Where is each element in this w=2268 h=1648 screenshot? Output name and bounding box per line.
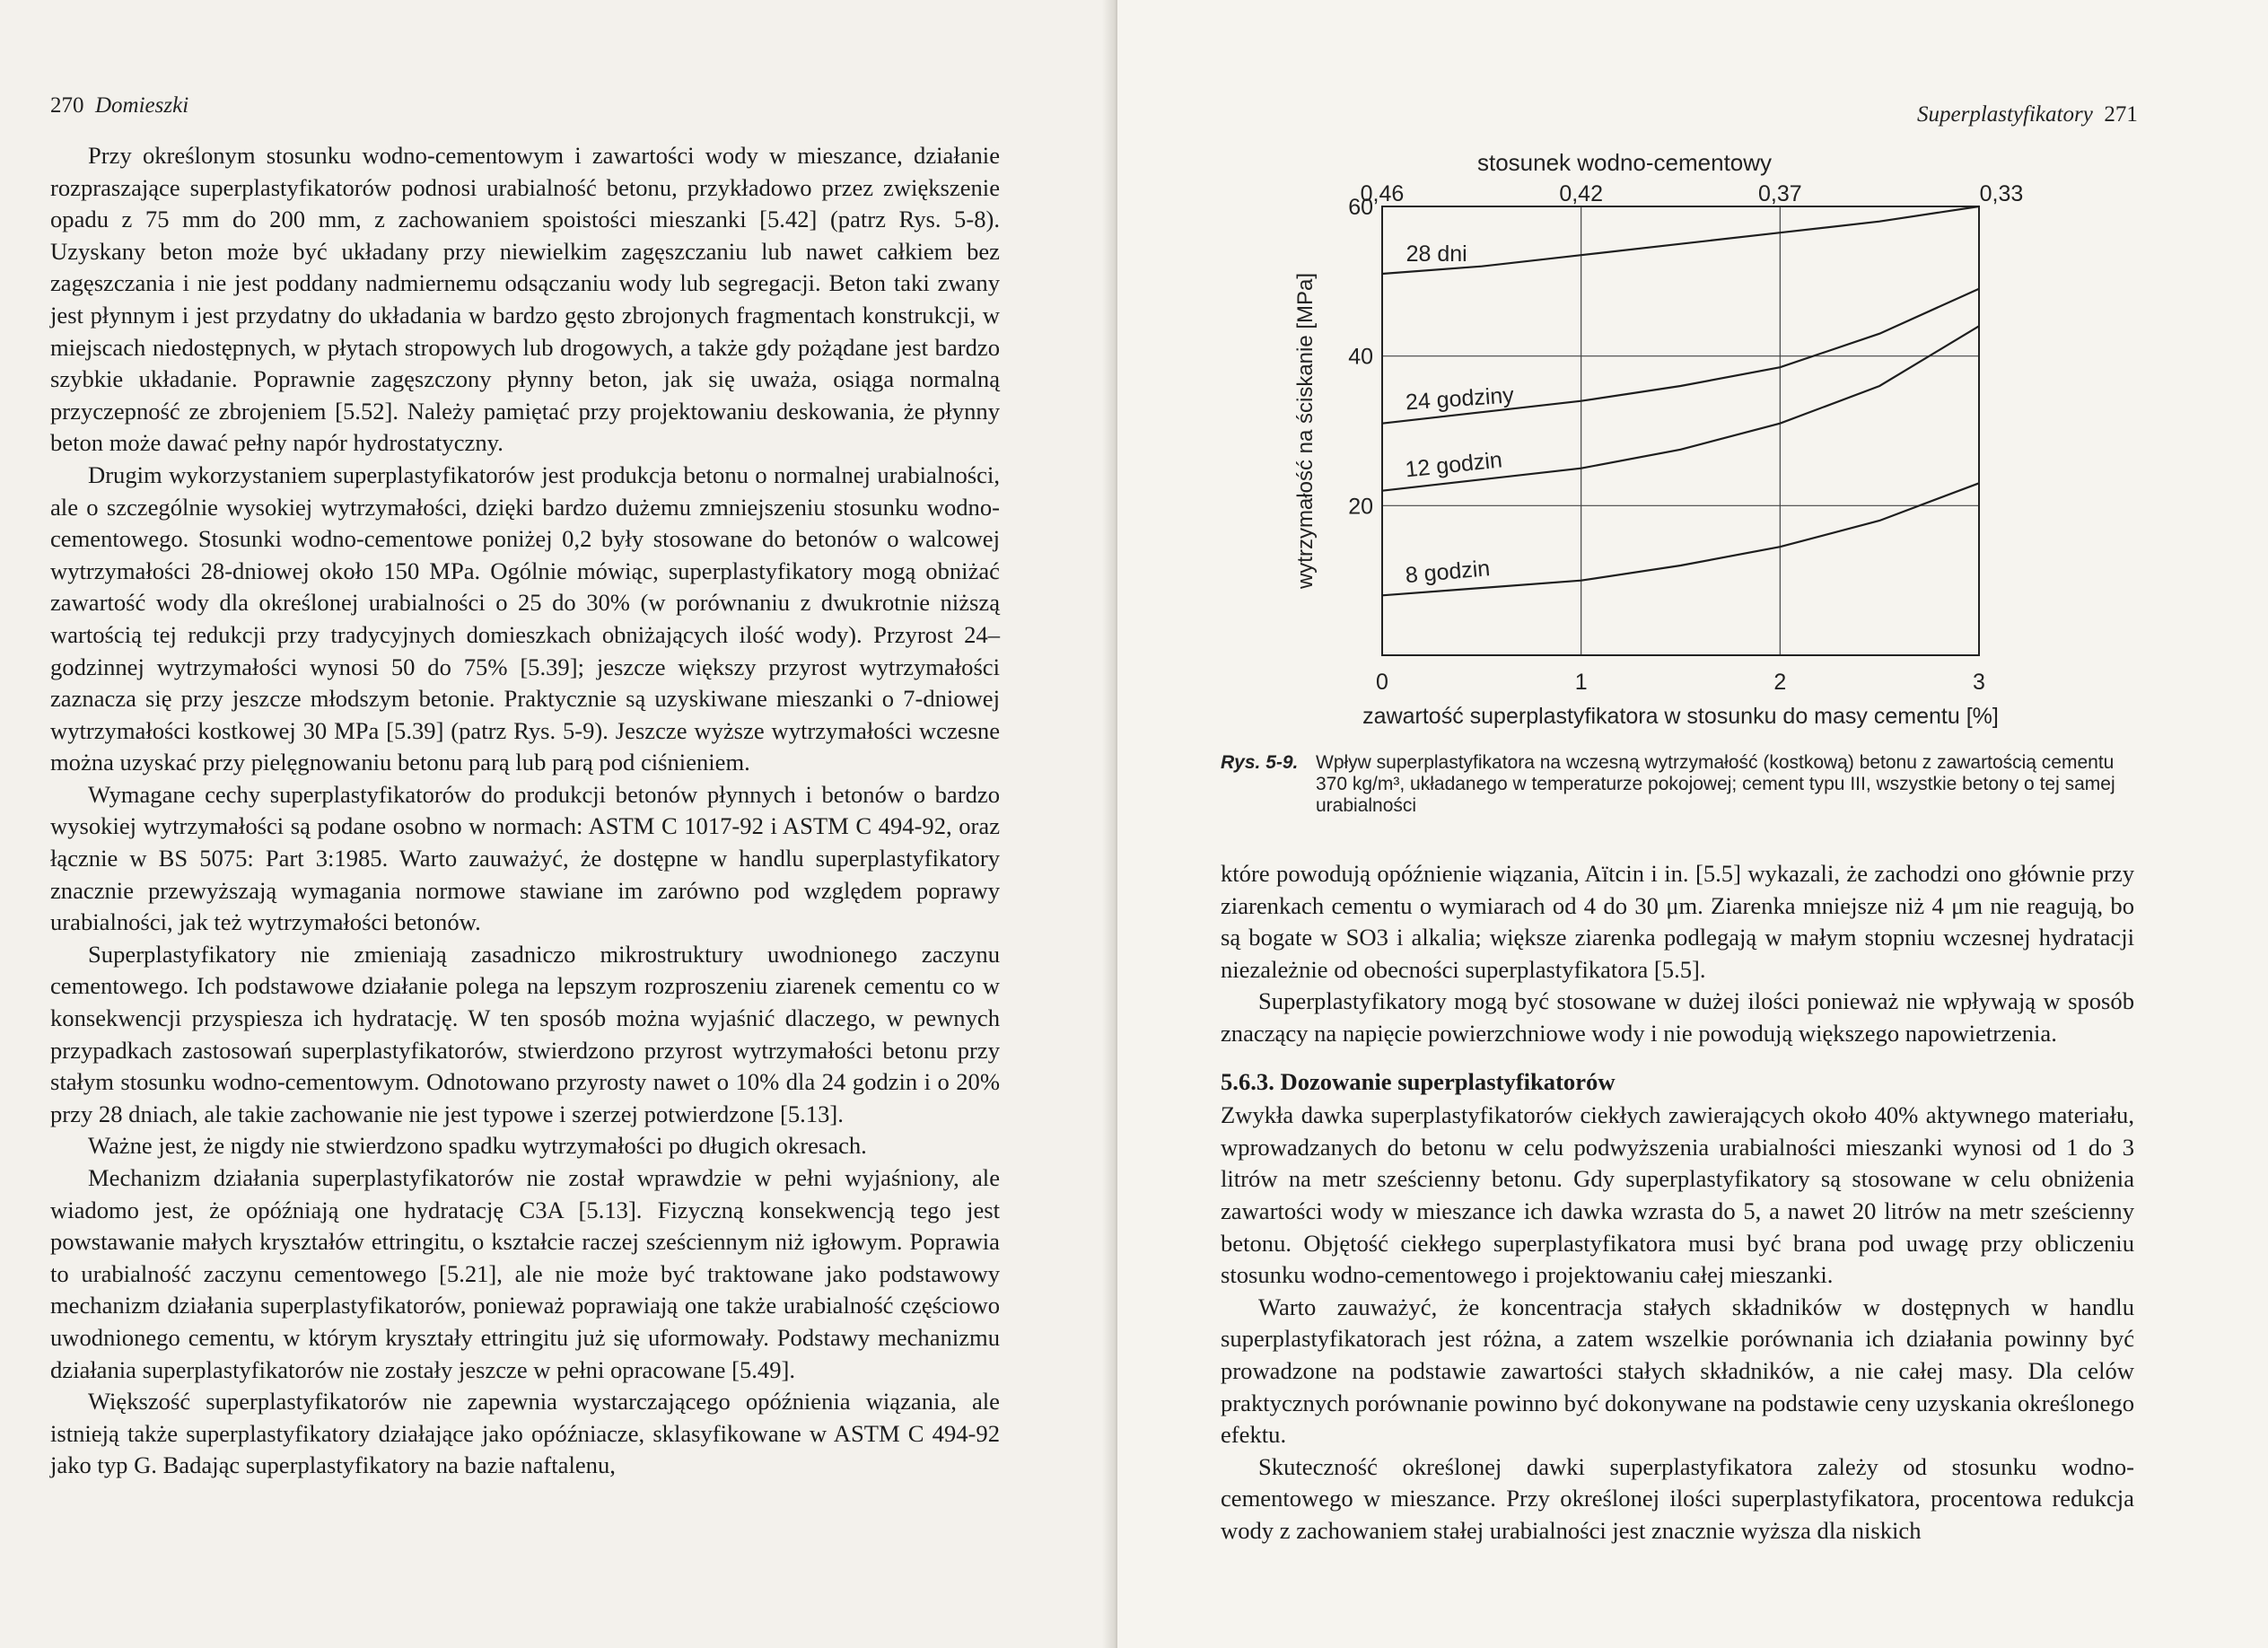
top-tick-label: 0,42 (1559, 181, 1604, 206)
caption-text: Wpływ superplastyfikatora na wczesną wytrzymałość (kostkową) betonu z zawartością cementu 370 kg/m³, układanego w temperaturze pokojowej; cement typu III, wszystkie betony o tej samej urabialności (1316, 752, 2115, 816)
x-tick-label: 0 (1376, 670, 1388, 695)
top-axis-label: stosunek wodno-cementowy (1476, 149, 1773, 176)
x-tick-label: 1 (1574, 670, 1588, 695)
section-heading: 5.6.3. Dozowanie superplastyfikatorów (1221, 1067, 1616, 1095)
paragraph: Superplastyfikatory nie zmieniają zasadniczo mikrostruktury uwodnionego zaczynu cementowego. Ich podstawowe działanie polega na lepszym rozproszeniu ziarenek cementu co w konsekwencji przyspiesza ich hydratację. W ten sposób można wyjaśnić dlaczego, w pewnych przypadkach zastosowań superplastyfikatorów, stwierdzono przyrost wytrzymałości betonu przy stałym stosunku wodno-cementowym. Odnotowano przyrosty nawet o 10% dla 24 godzin i o 20% przy 28 dniach, ale takie zachowanie nie jest typowe i szerzej potwierdzone [5.13]. (50, 940, 1000, 1127)
top-tick-label: 0,46 (1360, 181, 1405, 206)
paragraph: Warto zauważyć, że koncentracja stałych składników w dostępnych w handlu superplastyfikatorach jest różna, a zatem wszelkie porównania ich działania powinny być prowadzone na podstawie zawartości stałych składników, a nie całej masy. Dla celów praktycznych porównanie powinno być dokonywane na podstawie ceny uzyskania określonego efektu. (1221, 1293, 2134, 1449)
series-label: 24 godziny (1405, 382, 1515, 416)
paragraph: Skuteczność określonej dawki superplastyfikatora zależy od stosunku wodno-cementowego w mieszance. Przy określonej ilości superplastyfikatora, procentowa redukcja wody z zachowaniem stałej urabialności jest znacznie wyższa dla niskich (1221, 1452, 2134, 1544)
series-label: 28 dni (1405, 241, 1467, 267)
paragraph: Przy określonym stosunku wodno-cementowym i zawartości wody w mieszance, działanie rozpraszające superplastyfikatorów podnosi urabialność betonu, przykładowo przez zwiększenie opadu z 75 mm do 200 mm, z zachowaniem spoistości mieszanki [5.42] (patrz Rys. 5-8). Uzyskany beton może być układany przy niewielkim zagęszczaniu lub nawet całkiem bez zagęszczania i nie jest poddany nadmiernemu odsączaniu wody lub segregacji. Beton taki zwany jest płynnym i jest przydatny do układania w bardzo gęsto zbrojonych fragmentach konstrukcji, w miejscach niedostępnych, w płytach stropowych lub drogowych, a także gdy pożądane jest bardzo szybkie układanie. Poprawnie zagęszczony płynny beton, jak się uważa, osiąga normalną przyczepność ze zbrojeniem [5.52]. Należy pamiętać przy projektowaniu deskowania, że płynny beton może dawać pełny napór hydrostatyczny. (50, 142, 1000, 457)
series-label: 12 godzin (1404, 447, 1504, 483)
right-running-title: Superplastyfikatory (1917, 102, 2093, 127)
paragraph: Drugim wykorzystaniem superplastyfikatorów jest produkcja betonu o normalnej urabialności, ale o szczególnie wysokiej wytrzymałości, dzięki bardzo dużemu zmniejszeniu stosunku wodno-cementowego. Stosunki wodno-cementowe poniżej 0,2 były stosowane do betonów o walcowej wytrzymałości 28-dniowej około 150 MPa. Ogólnie mówiąc, superplastyfikatory mogą obniżać zawartość wody dla określonej urabialności o 25 do 30% (w porównaniu z dwukrotnie niższą wartością tej redukcji przy tradycyjnych domieszkach obniżających ilość wody). Przyrost 24–godzinnej wytrzymałości wynosi 50 do 75% [5.39]; jeszcze większy przyrost wytrzymałości zaznacza się przy jeszcze młodszym betonie. Praktycznie są uzyskiwane mieszanki o 7-dniowej wytrzymałości kostkowej 30 MPa [5.39] (patrz Rys. 5-9). Jeszcze wyższe wytrzymałości wczesne można uzyskać przy pielęgnowaniu betonu parą lub parą pod ciśnieniem. (50, 460, 1000, 776)
y-axis-ticks (1348, 195, 1373, 519)
paragraph: Ważne jest, że nigdy nie stwierdzono spadku wytrzymałości po długich okresach. (88, 1132, 867, 1160)
series-label: 8 godzin (1404, 556, 1492, 589)
caption-label: Rys. 5-9. (1221, 752, 1299, 773)
top-axis-ticks (1361, 181, 2024, 206)
paragraph: Superplastyfikatory mogą być stosowane w dużej ilości ponieważ nie wpływają w sposób znaczący na napięcie powierzchniowe wody i nie powodują większego napowietrzenia. (1221, 987, 2134, 1047)
left-page (0, 0, 1117, 1648)
left-running-title: Domieszki (95, 93, 189, 118)
paragraph: które powodują opóźnienie wiązania, Aïtcin i in. [5.5] wykazali, że zachodzi ono głównie przy ziarenkach cementu o wymiarach od 4 do 30 μm. Ziarenka mniejsze niż 4 μm nie reagują, bo są bogate w SO3 i alkalia; większe ziarenka podlegają w małym stopniu wczesnej hydratacji niezależnie od obecności superplastyfikatora [5.5]. (1221, 860, 2134, 983)
figure-5-9 (1292, 144, 2154, 763)
y-tick-label: 20 (1348, 494, 1373, 520)
paragraph: Większość superplastyfikatorów nie zapewnia wystarczającego opóźnienia wiązania, ale istnieją także superplastyfikatory działające jako opóźniacze, sklasyfikowane w ASTM C 494-92 jako typ G. Badając superplastyfikatory na bazie naftalenu, (50, 1388, 1000, 1479)
right-running-head (1917, 102, 2138, 127)
y-tick-label: 40 (1348, 344, 1373, 370)
x-tick-label: 3 (1973, 670, 1985, 695)
y-tick-label: 60 (1348, 195, 1373, 220)
figure-caption (1221, 752, 2136, 817)
paragraph: Zwykła dawka superplastyfikatorów ciekłych zawierających około 40% aktywnego materiału, wprowadzanych do betonu w celu podwyższenia urabialności mieszanki wynosi od 1 do 3 litrów na metr sześcienny betonu. Gdy superplastyfikatory są stosowane w celu obniżenia zawartości wody w mieszance ich dawka wzrasta do 5, a nawet 20 litrów na metr sześcienny betonu. Objętość ciekłego superplastyfikatora musi być brana pod uwagę przy obliczeniu stosunku wodno-cementowego i projektowaniu całej mieszanki. (1221, 1101, 2134, 1289)
paragraph: Mechanizm działania superplastyfikatorów nie został wprawdzie w pełni wyjaśniony, ale wiadomo jest, że opóźniają one hydratację C3A [5.13]. Fizyczną konsekwencją tego jest powstawanie małych kryształów ettringitu, o kształcie raczej sześciennym niż igłowym. Poprawia to urabialność zaczynu cementowego [5.21], ale nie może być traktowane jako podstawowy mechanizm działania superplastyfikatorów, ponieważ poprawiają one także urabialność częściowo uwodnionego cementu, w którym kryształy ettringitu już się uformowały. Podstawy mechanizmu działania superplastyfikatorów nie zostały jeszcze w pełni opracowane [5.49]. (50, 1164, 1000, 1383)
left-text-column (50, 140, 1000, 1482)
x-tick-label: 2 (1773, 670, 1787, 695)
right-page-number: 271 (2104, 102, 2138, 127)
top-tick-label: 0,37 (1757, 181, 1802, 206)
x-axis-label: zawartość superplastyfikatora w stosunku do masy cementu [%] (1362, 704, 1999, 729)
paragraph: Wymagane cechy superplastyfikatorów do produkcji betonów płynnych i betonów o bardzo wysokiej wytrzymałości są podane osobno w normach: ASTM C 1017-92 i ASTM C 494-92, oraz łącznie w BS 5075: Part 3:1985. Warto zauważyć, że dostępne w handlu superplastyfikatory znacznie przewyższają wymagania normowe stawiane im zarówno pod względem poprawy urabialności, jak też wytrzymałości betonów. (50, 780, 1000, 936)
left-page-number: 270 (50, 93, 84, 118)
x-axis-ticks (1376, 670, 1985, 695)
strength-chart (1292, 144, 2154, 763)
right-text-column (1221, 858, 2134, 1547)
top-tick-label: 0,33 (1979, 181, 2024, 206)
series-line (1382, 206, 1979, 274)
y-axis-label: wytrzymałość na ściskanie [MPa] (1293, 272, 1318, 590)
left-running-head (50, 93, 188, 118)
